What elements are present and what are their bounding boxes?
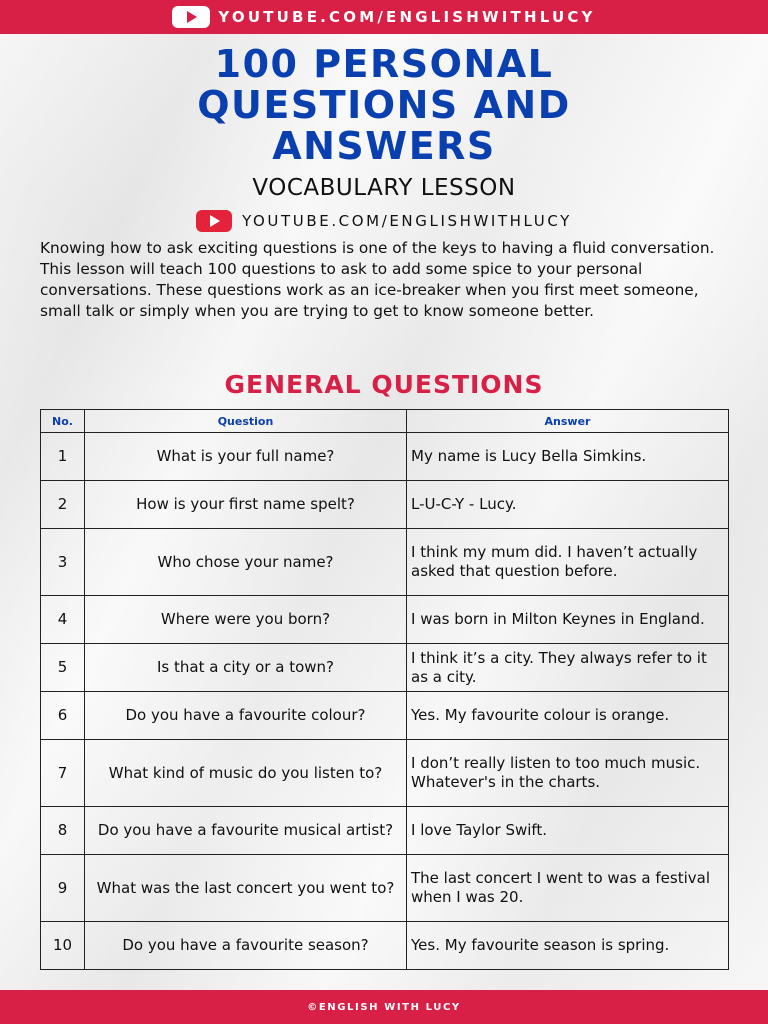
row-question: What is your full name? bbox=[85, 433, 407, 481]
questions-table bbox=[40, 409, 729, 970]
row-number: 1 bbox=[41, 433, 85, 481]
title-line-2: QUESTIONS AND bbox=[197, 83, 571, 127]
row-number: 2 bbox=[41, 481, 85, 529]
row-question: Do you have a favourite colour? bbox=[85, 692, 407, 740]
table-row bbox=[41, 596, 729, 644]
column-header-answer: Answer bbox=[407, 410, 729, 433]
table-header-row bbox=[41, 410, 729, 433]
row-number: 3 bbox=[41, 529, 85, 596]
footer-copyright: ©ENGLISH WITH LUCY bbox=[307, 1001, 461, 1013]
row-question: Who chose your name? bbox=[85, 529, 407, 596]
row-answer: I don’t really listen to too much music. Whatever's in the charts. bbox=[407, 740, 729, 807]
youtube-icon bbox=[196, 210, 232, 232]
table-row bbox=[41, 644, 729, 692]
table-row bbox=[41, 740, 729, 807]
row-answer: The last concert I went to was a festival when I was 20. bbox=[407, 855, 729, 922]
row-question: Do you have a favourite musical artist? bbox=[85, 807, 407, 855]
row-answer: I love Taylor Swift. bbox=[407, 807, 729, 855]
row-answer: Yes. My favourite colour is orange. bbox=[407, 692, 729, 740]
intro-paragraph: Knowing how to ask exciting questions is one of the keys to having a fluid conversation. This lesson will teach 100 questions to ask to add some spice to your personal conversations. These questions work as an ice-breaker when you first meet someone, small talk or simply when you are trying to get to know someone better. bbox=[40, 239, 715, 320]
table-row bbox=[41, 855, 729, 922]
row-answer: My name is Lucy Bella Simkins. bbox=[407, 433, 729, 481]
row-question: What kind of music do you listen to? bbox=[85, 740, 407, 807]
footer-bar bbox=[0, 990, 768, 1024]
table-row bbox=[41, 692, 729, 740]
table-row bbox=[41, 807, 729, 855]
row-question: Do you have a favourite season? bbox=[85, 922, 407, 970]
row-number: 4 bbox=[41, 596, 85, 644]
top-banner bbox=[0, 0, 768, 34]
page-title bbox=[0, 44, 768, 167]
column-header-question: Question bbox=[85, 410, 407, 433]
row-question: Is that a city or a town? bbox=[85, 644, 407, 692]
youtube-icon bbox=[172, 6, 210, 28]
row-number: 8 bbox=[41, 807, 85, 855]
row-number: 7 bbox=[41, 740, 85, 807]
row-answer: I was born in Milton Keynes in England. bbox=[407, 596, 729, 644]
row-number: 9 bbox=[41, 855, 85, 922]
row-answer: I think my mum did. I haven’t actually asked that question before. bbox=[407, 529, 729, 596]
page-subtitle: VOCABULARY LESSON bbox=[252, 175, 516, 201]
row-question: How is your first name spelt? bbox=[85, 481, 407, 529]
row-answer: I think it’s a city. They always refer to it as a city. bbox=[407, 644, 729, 692]
section-title: GENERAL QUESTIONS bbox=[224, 370, 544, 399]
row-number: 6 bbox=[41, 692, 85, 740]
row-question: Where were you born? bbox=[85, 596, 407, 644]
top-banner-url[interactable]: YOUTUBE.COM/ENGLISHWITHLUCY bbox=[218, 8, 596, 26]
channel-url[interactable]: YOUTUBE.COM/ENGLISHWITHLUCY bbox=[242, 212, 572, 230]
table-row bbox=[41, 433, 729, 481]
row-number: 10 bbox=[41, 922, 85, 970]
channel-link-row bbox=[0, 209, 768, 233]
title-line-3: ANSWERS bbox=[272, 124, 496, 168]
title-line-1: 100 PERSONAL bbox=[214, 42, 554, 86]
row-answer: L-U-C-Y - Lucy. bbox=[407, 481, 729, 529]
table-row bbox=[41, 529, 729, 596]
row-question: What was the last concert you went to? bbox=[85, 855, 407, 922]
table-row bbox=[41, 922, 729, 970]
column-header-number: No. bbox=[41, 410, 85, 433]
table-row bbox=[41, 481, 729, 529]
row-number: 5 bbox=[41, 644, 85, 692]
row-answer: Yes. My favourite season is spring. bbox=[407, 922, 729, 970]
